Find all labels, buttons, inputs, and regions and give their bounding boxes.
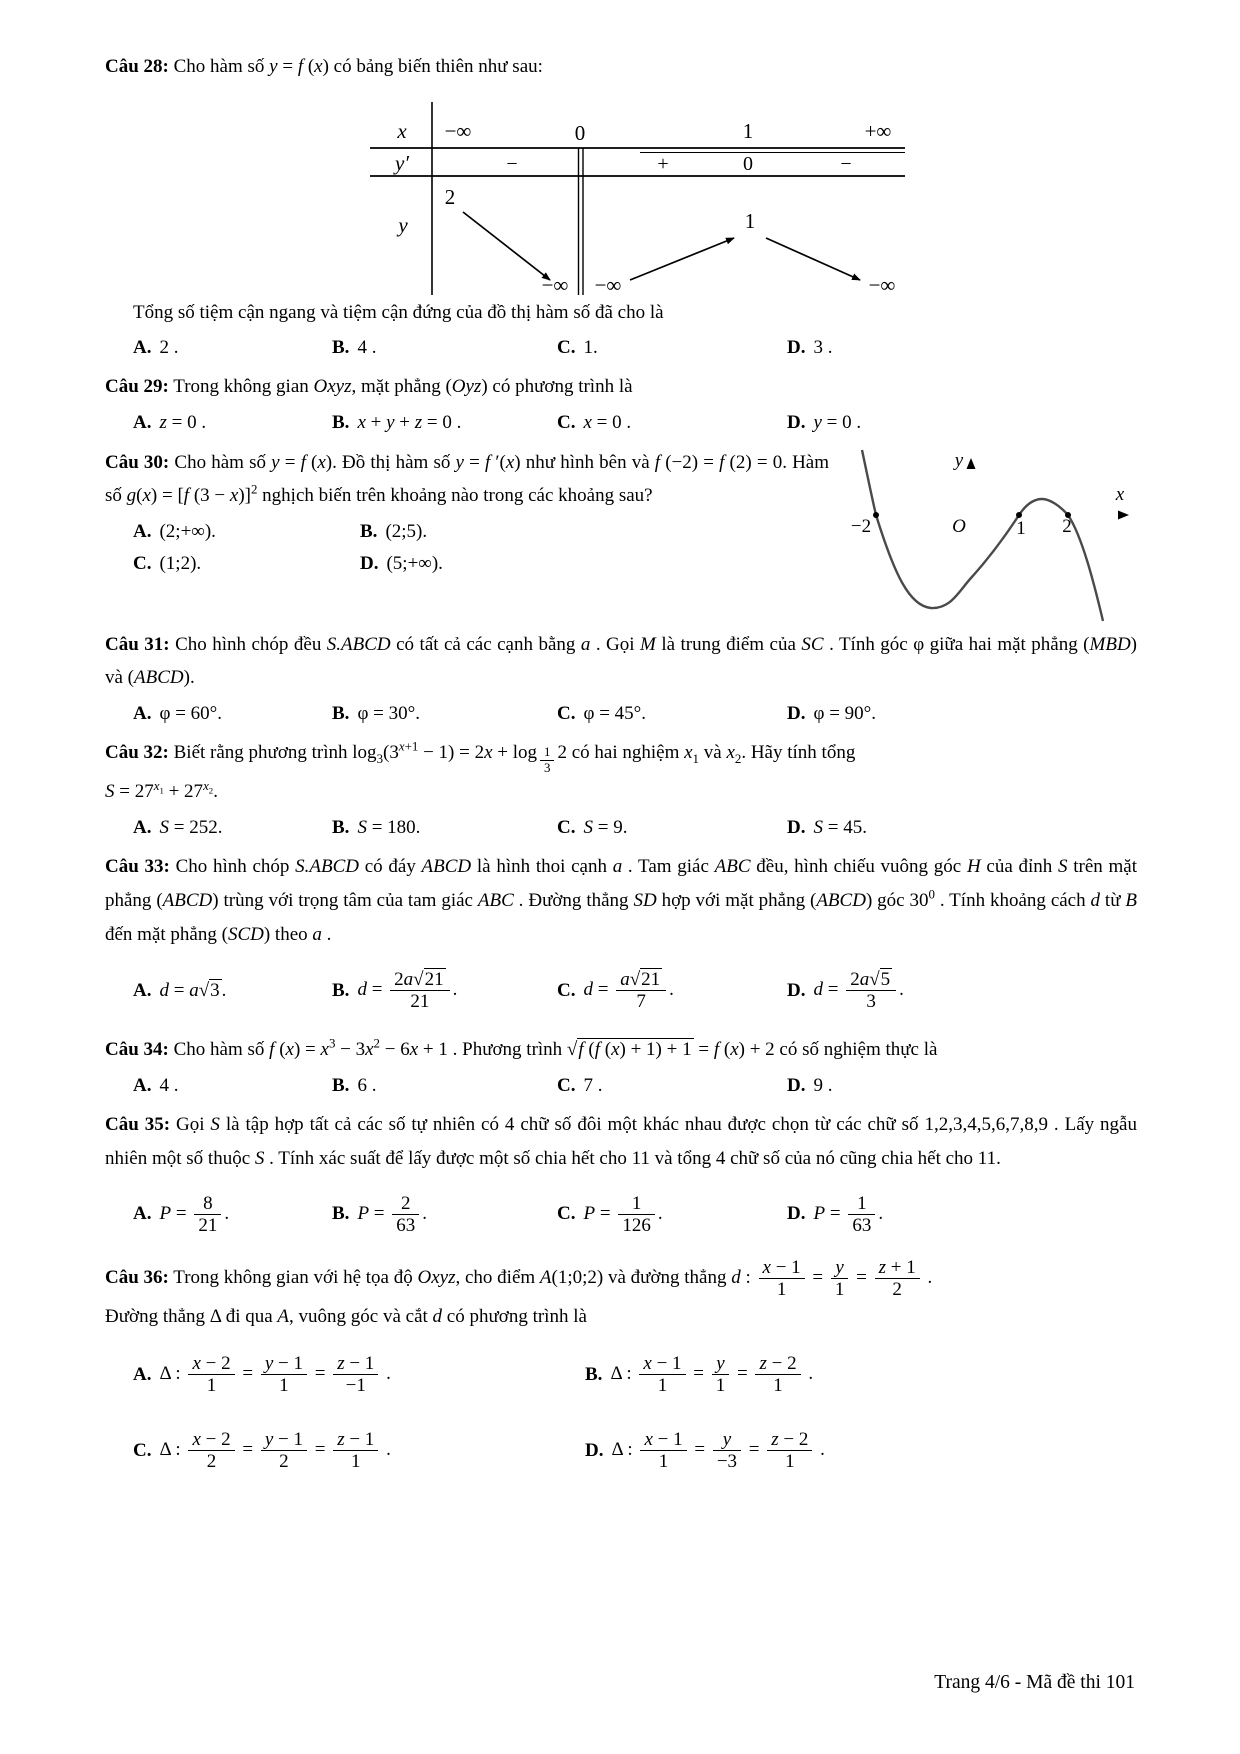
table-x-value: −∞: [444, 118, 472, 143]
option-30-A: [133, 516, 360, 548]
option-key: A.: [133, 703, 152, 725]
option-33-D: [787, 955, 1137, 1027]
option-key: D.: [787, 703, 806, 725]
question-31: [105, 628, 1137, 731]
option-31-D: [787, 698, 1137, 730]
option-value: Δ : $\frac{x - 2}{2}$ = $\frac{y - 1}{2}$ = $\frac{z - 1}{1}$ .: [159, 1429, 391, 1473]
option-value: (5;+∞).: [386, 553, 443, 575]
question-30-options: [105, 516, 653, 581]
option-35-A: [133, 1179, 332, 1251]
option-value: 3 .: [813, 337, 833, 359]
option-29-B: [332, 407, 557, 439]
option-value: P = $\frac{8}{21}$ .: [159, 1192, 230, 1237]
option-key: C.: [557, 979, 576, 1001]
option-key: B.: [332, 412, 350, 434]
option-value: d = $\frac{2a√21}{21}$ .: [357, 969, 458, 1013]
question-31-body: Cho hình chóp đều S.ABCD có tất cả các cạnh bằng a . Gọi M là trung điểm của SC . Tính góc φ giữa hai mặt phẳng (MBD) và (ABCD).: [105, 633, 1137, 689]
question-32-body: Biết rằng phương trình $\log_3(3^{x+1} - 1) = 2x + \log$ $_{\frac{1}{3}}$ 2 có hai nghiệm $x_1$ và $x_2$. Hãy tính tổng: [173, 739, 856, 775]
option-value: d = $\frac{a√21}{7}$ .: [583, 969, 674, 1013]
question-31-text: [105, 628, 1137, 696]
question-32-text: [105, 736, 1137, 775]
option-32-A: [133, 812, 332, 844]
option-33-C: [557, 955, 787, 1027]
option-key: B.: [332, 979, 350, 1001]
option-value: φ = 45°.: [583, 703, 647, 725]
question-28-options: [105, 332, 1137, 364]
option-30-D: [360, 548, 653, 580]
option-key: A.: [133, 521, 152, 543]
table-y-max: 1: [744, 208, 756, 233]
option-key: A.: [133, 337, 152, 359]
option-value: P = $\frac{2}{63}$ .: [357, 1192, 428, 1237]
question-35-label: Câu 35:: [105, 1113, 171, 1135]
option-key: B.: [332, 1074, 350, 1096]
option-28-D: [787, 332, 1137, 364]
question-33-text: [105, 850, 1137, 951]
option-key: C.: [557, 817, 576, 839]
derivative-graph-figure: [839, 448, 1137, 626]
option-key: A.: [133, 1363, 152, 1385]
option-key: D.: [787, 337, 806, 359]
tick-1: 1: [1016, 517, 1026, 539]
option-key: D.: [787, 1074, 806, 1096]
option-value: 2 .: [159, 337, 179, 359]
option-value: (2;+∞).: [159, 521, 216, 543]
option-31-A: [133, 698, 332, 730]
variation-table-figure: [330, 90, 910, 295]
option-28-A: [133, 332, 332, 364]
option-key: C.: [557, 1203, 576, 1225]
option-value: 9 .: [813, 1074, 833, 1096]
question-33-label: Câu 33:: [105, 856, 170, 878]
option-key: C.: [557, 337, 576, 359]
option-key: C.: [133, 1439, 152, 1461]
question-30-body: Cho hàm số y = f (x). Đồ thị hàm số y = f ′(x) như hình bên và f (−2) = f (2) = 0. Hàm số g(x) = [f (3 − x)]$^2$ nghịch biến trên khoảng nào trong các khoảng sau?: [105, 451, 830, 507]
question-35-text: [105, 1108, 1137, 1176]
option-value: S = 9.: [583, 817, 628, 839]
table-arrow-up: [630, 238, 734, 280]
table-y-limit: −∞: [594, 272, 622, 295]
option-value: 7 .: [583, 1074, 603, 1096]
question-28: [105, 50, 1137, 364]
option-value: 4 .: [357, 337, 377, 359]
option-value: x + y + z = 0 .: [357, 412, 462, 434]
option-key: C.: [557, 1074, 576, 1096]
option-key: D.: [787, 979, 806, 1001]
option-34-C: [557, 1070, 787, 1102]
table-x-value: 0: [574, 120, 586, 145]
option-35-D: [787, 1179, 1137, 1251]
option-value: P = $\frac{1}{126}$ .: [583, 1192, 663, 1237]
question-29: [105, 370, 1137, 439]
origin-label: O: [952, 515, 966, 537]
option-29-D: [787, 407, 1137, 439]
option-key: A.: [133, 1074, 152, 1096]
option-35-B: [332, 1179, 557, 1251]
option-key: B.: [360, 521, 378, 543]
option-value: d = $\frac{2a√5}{3}$ .: [813, 969, 904, 1013]
option-key: B.: [332, 1203, 350, 1225]
option-value: Δ : $\frac{x - 2}{1}$ = $\frac{y - 1}{1}$ = $\frac{z - 1}{-1}$ .: [159, 1353, 391, 1397]
question-32: [105, 736, 1137, 844]
question-30-label: Câu 30:: [105, 451, 170, 473]
option-32-D: [787, 812, 1137, 844]
option-key: A.: [133, 979, 152, 1001]
question-36-body: Trong không gian với hệ tọa độ Oxyz, cho điểm A(1;0;2) và đường thẳng d : $\frac{x - 1}{1}$ = $\frac{y}{1}$ = $\frac{z + 1}{2}$ .: [173, 1256, 933, 1300]
option-key: A.: [133, 1203, 152, 1225]
option-value: S = 180.: [357, 817, 421, 839]
option-value: P = $\frac{1}{63}$ .: [813, 1192, 884, 1237]
option-value: 6 .: [357, 1074, 377, 1096]
option-value: 4 .: [159, 1074, 179, 1096]
table-sign: −: [840, 152, 852, 175]
option-key: B.: [332, 337, 350, 359]
question-29-options: [105, 407, 1137, 439]
table-x-value: 1: [742, 118, 754, 143]
question-28-label: Câu 28:: [105, 56, 169, 77]
question-31-label: Câu 31:: [105, 633, 170, 655]
question-30: [105, 446, 1137, 581]
option-key: A.: [133, 412, 152, 434]
table-sign: 0: [743, 152, 753, 175]
option-value: (2;5).: [385, 521, 428, 543]
option-key: D.: [585, 1439, 604, 1461]
question-34: [105, 1033, 1137, 1102]
option-36-B: [585, 1337, 1137, 1413]
page-footer: Trang 4/6 - Mã đề thi 101: [934, 1672, 1135, 1693]
option-32-B: [332, 812, 557, 844]
option-value: Δ : $\frac{x - 1}{1}$ = $\frac{y}{-3}$ = $\frac{z - 2}{1}$ .: [611, 1429, 825, 1473]
option-value: φ = 30°.: [357, 703, 420, 725]
option-28-B: [332, 332, 557, 364]
option-value: S = 252.: [159, 817, 223, 839]
question-34-label: Câu 34:: [105, 1038, 169, 1060]
option-key: D.: [360, 553, 379, 575]
question-36-text: [105, 1257, 1137, 1301]
question-35-body: Gọi S là tập hợp tất cả các số tự nhiên có 4 chữ số đôi một khác nhau được chọn từ các chữ số 1,2,3,4,5,6,7,8,9 . Lấy ngẫu nhiên một số thuộc S . Tính xác suất để lấy được một số chia hết cho 11 và tổng 4 chữ số của nó cũng chia hết cho 11.: [105, 1113, 1137, 1169]
question-32-label: Câu 32:: [105, 742, 169, 764]
question-28-note: Tổng số tiệm cận ngang và tiệm cận đứng của đồ thị hàm số đã cho là: [133, 301, 664, 323]
table-arrow-down: [766, 238, 860, 280]
y-axis-label: y: [954, 449, 964, 471]
table-x-value: +∞: [864, 118, 892, 143]
question-29-text: [105, 370, 1137, 404]
table-var-y: y: [398, 212, 408, 237]
derivative-graph: [839, 448, 1137, 626]
option-key: B.: [332, 817, 350, 839]
option-key: C.: [557, 703, 576, 725]
question-34-text: [105, 1033, 1137, 1067]
option-value: x = 0 .: [583, 412, 632, 434]
option-36-D: [585, 1413, 1137, 1489]
question-36-label: Câu 36:: [105, 1266, 169, 1288]
option-value: (1;2).: [159, 553, 202, 575]
option-key: D.: [787, 1203, 806, 1225]
table-y-start: 2: [444, 184, 456, 209]
question-28-body: Cho hàm số y = f (x) có bảng biến thiên như sau:: [173, 56, 543, 77]
option-34-B: [332, 1070, 557, 1102]
option-33-B: [332, 955, 557, 1027]
option-33-A: [133, 955, 332, 1027]
table-var-yprime: y′: [395, 150, 409, 175]
option-30-B: [360, 516, 653, 548]
option-value: y = 0 .: [813, 412, 862, 434]
option-key: A.: [133, 817, 152, 839]
option-key: D.: [787, 412, 806, 434]
question-32-options: [105, 812, 1137, 844]
option-key: C.: [133, 553, 152, 575]
question-34-body: Cho hàm số f $(x) = x^3 - 3x^2 - 6x + 1$ . Phương trình √f (f (x) + 1) + 1 = f (x) + 2 có số nghiệm thực là: [173, 1035, 938, 1060]
option-value: d = a√3 .: [159, 979, 227, 1001]
option-value: φ = 60°.: [159, 703, 223, 725]
option-28-C: [557, 332, 787, 364]
option-36-A: [133, 1337, 585, 1413]
option-34-D: [787, 1070, 1137, 1102]
question-33-body: Cho hình chóp S.ABCD có đáy ABCD là hình thoi cạnh a . Tam giác ABC đều, hình chiếu vuông góc H của đỉnh S trên mặt phẳng (ABCD) trùng với trọng tâm của tam giác ABC . Đường thẳng SD hợp với mặt phẳng (ABCD) góc $30^0$ . Tính khoảng cách d từ B đến mặt phẳng (SCD) theo a .: [105, 856, 1138, 945]
question-33-options: [105, 955, 1137, 1027]
option-35-C: [557, 1179, 787, 1251]
option-32-C: [557, 812, 787, 844]
table-arrow-down: [463, 212, 550, 280]
tick-minus2: −2: [850, 515, 872, 537]
table-sign: −: [506, 152, 518, 175]
zero-point-minus2: [873, 512, 879, 518]
option-34-A: [133, 1070, 332, 1102]
question-29-label: Câu 29:: [105, 376, 169, 398]
option-key: B.: [585, 1363, 603, 1385]
question-34-options: [105, 1070, 1137, 1102]
option-31-B: [332, 698, 557, 730]
option-value: S = 45.: [813, 817, 867, 839]
option-31-C: [557, 698, 787, 730]
table-y-limit: −∞: [868, 272, 896, 295]
question-33: [105, 850, 1137, 1026]
question-36: [105, 1257, 1137, 1489]
option-30-C: [133, 548, 360, 580]
option-key: D.: [787, 817, 806, 839]
tick-2: 2: [1062, 515, 1072, 537]
question-35-options: [105, 1179, 1137, 1251]
question-32-sum: $S = 27^{x_1} + 27^{x_2}$.: [105, 777, 218, 803]
x-axis-label: x: [1115, 483, 1125, 505]
question-36-options: [105, 1337, 1137, 1489]
question-29-body: Trong không gian Oxyz, mặt phẳng (Oyz) có phương trình là: [173, 376, 633, 398]
option-key: C.: [557, 412, 576, 434]
question-31-options: [105, 698, 1137, 730]
question-28-text: [105, 50, 1137, 84]
option-36-C: [133, 1413, 585, 1489]
option-value: φ = 90°.: [813, 703, 877, 725]
option-value: 1.: [583, 337, 598, 359]
option-value: z = 0 .: [159, 412, 207, 434]
option-29-C: [557, 407, 787, 439]
option-29-A: [133, 407, 332, 439]
option-value: Δ : $\frac{x - 1}{1}$ = $\frac{y}{1}$ = $\frac{z - 2}{1}$ .: [610, 1353, 814, 1397]
table-var-x: x: [397, 118, 407, 143]
question-36-line2: Đường thẳng Δ đi qua A, vuông góc và cắt d có phương trình là: [105, 1306, 587, 1328]
question-35: [105, 1108, 1137, 1251]
table-sign: +: [657, 152, 669, 175]
page-content: [105, 50, 1137, 1495]
option-key: B.: [332, 703, 350, 725]
table-y-limit: −∞: [541, 272, 569, 295]
